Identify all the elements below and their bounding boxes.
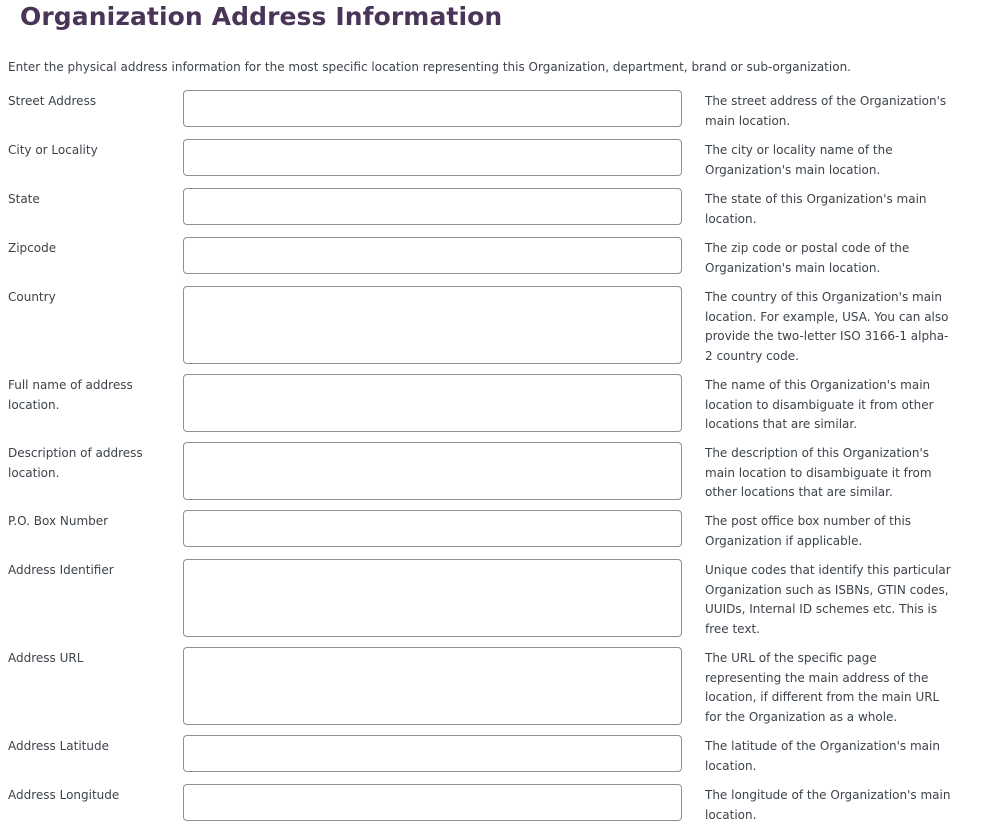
zipcode-help: The zip code or postal code of the Organization's main location. bbox=[705, 241, 910, 275]
form-row-zipcode bbox=[0, 237, 1004, 286]
country-textarea[interactable] bbox=[183, 286, 682, 364]
longitude-label: Address Longitude bbox=[8, 788, 120, 802]
address-identifier-help: Unique codes that identify this particular Organization such as ISBNs, GTIN codes, UUIDs, Internal ID schemes etc. This is free text. bbox=[705, 563, 951, 636]
address-url-textarea[interactable] bbox=[183, 647, 682, 725]
form-row-street-address bbox=[0, 90, 1004, 139]
address-identifier-label: Address Identifier bbox=[8, 563, 114, 577]
latitude-help: The latitude of the Organization's main location. bbox=[705, 739, 940, 773]
zipcode-label: Zipcode bbox=[8, 241, 57, 255]
latitude-input[interactable] bbox=[183, 735, 682, 772]
city-help: The city or locality name of the Organization's main location. bbox=[705, 143, 893, 177]
form-row-city bbox=[0, 139, 1004, 188]
form-row-state bbox=[0, 188, 1004, 237]
city-input[interactable] bbox=[183, 139, 682, 176]
latitude-label: Address Latitude bbox=[8, 739, 109, 753]
form-row-full-name bbox=[0, 374, 1004, 442]
street-address-input[interactable] bbox=[183, 90, 682, 127]
po-box-label: P.O. Box Number bbox=[8, 514, 109, 528]
state-input[interactable] bbox=[183, 188, 682, 225]
address-identifier-textarea[interactable] bbox=[183, 559, 682, 637]
description-textarea[interactable] bbox=[183, 442, 682, 500]
country-help: The country of this Organization's main location. For example, USA. You can also provide the two-letter ISO 3166-1 alpha-2 country code. bbox=[705, 290, 949, 363]
longitude-input[interactable] bbox=[183, 784, 682, 821]
address-url-label: Address URL bbox=[8, 651, 84, 665]
form-row-country bbox=[0, 286, 1004, 374]
address-url-help: The URL of the specific page representing the main address of the location, if different from the main URL for the Organization as a whole. bbox=[705, 651, 940, 724]
form-row-longitude bbox=[0, 784, 1004, 833]
description-help: The description of this Organization's main location to disambiguate it from other locations that are similar. bbox=[705, 446, 932, 499]
po-box-input[interactable] bbox=[183, 510, 682, 547]
page-title: Organization Address Information bbox=[20, 2, 503, 31]
form-row-address-url bbox=[0, 647, 1004, 735]
form-row-description bbox=[0, 442, 1004, 510]
form-row-po-box bbox=[0, 510, 1004, 559]
po-box-help: The post office box number of this Organization if applicable. bbox=[705, 514, 912, 548]
state-help: The state of this Organization's main location. bbox=[705, 192, 927, 226]
address-form bbox=[0, 90, 1004, 833]
full-name-textarea[interactable] bbox=[183, 374, 682, 432]
street-address-label: Street Address bbox=[8, 94, 97, 108]
country-label: Country bbox=[8, 290, 56, 304]
intro-text: Enter the physical address information for the most specific location representing this Organization, department, brand or sub-organization. bbox=[8, 60, 851, 74]
form-row-address-identifier bbox=[0, 559, 1004, 647]
description-label: Description of address location. bbox=[8, 446, 143, 480]
city-label: City or Locality bbox=[8, 143, 98, 157]
street-address-help: The street address of the Organization's main location. bbox=[705, 94, 947, 128]
longitude-help: The longitude of the Organization's main location. bbox=[705, 788, 951, 822]
zipcode-input[interactable] bbox=[183, 237, 682, 274]
form-row-latitude bbox=[0, 735, 1004, 784]
full-name-label: Full name of address location. bbox=[8, 378, 133, 412]
full-name-help: The name of this Organization's main location to disambiguate it from other locations that are similar. bbox=[705, 378, 934, 431]
state-label: State bbox=[8, 192, 40, 206]
